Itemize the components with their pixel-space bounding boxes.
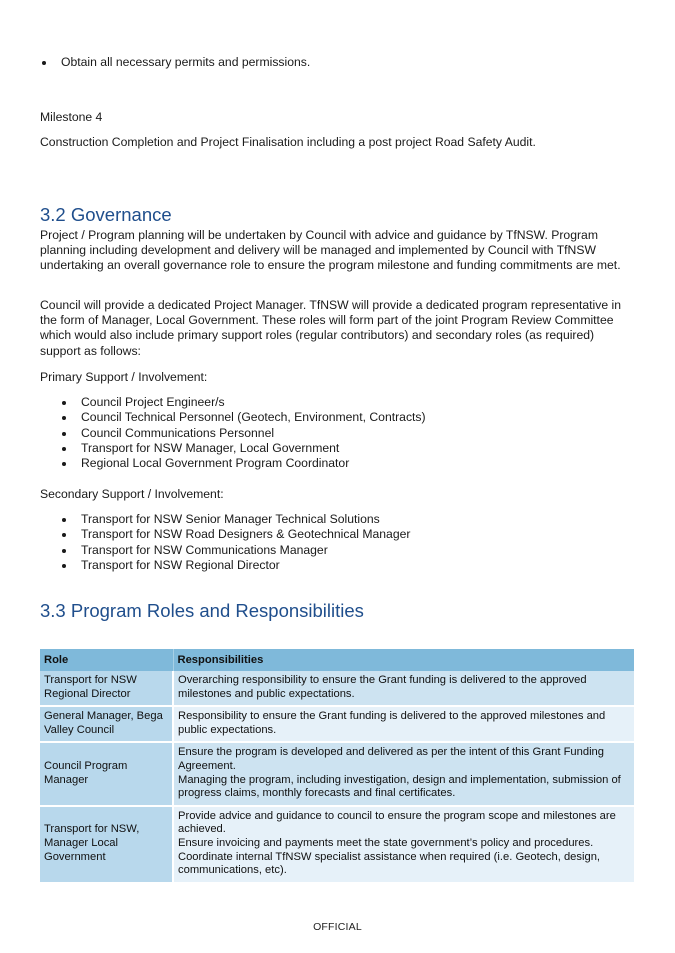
role-cell: General Manager, Bega Valley Council bbox=[40, 706, 173, 742]
responsibility-line: Responsibility to ensure the Grant funding is delivered to the approved milestones and public expectations. bbox=[178, 710, 606, 736]
primary-support-list bbox=[60, 395, 620, 471]
list-item: Transport for NSW Communications Manager bbox=[60, 543, 620, 558]
responsibility-line: Provide advice and guidance to council to ensure the program scope and milestones are achieved. bbox=[178, 809, 616, 836]
role-cell: Council Program Manager bbox=[40, 742, 173, 805]
list-item: Council Technical Personnel (Geotech, Environment, Contracts) bbox=[60, 410, 620, 425]
table-row bbox=[40, 671, 634, 706]
secondary-support-label: Secondary Support / Involvement: bbox=[40, 487, 224, 501]
column-header-responsibilities: Responsibilities bbox=[173, 649, 634, 671]
role-cell: Transport for NSW Regional Director bbox=[40, 671, 173, 706]
secondary-support-list bbox=[60, 512, 620, 573]
list-item: Transport for NSW Regional Director bbox=[60, 558, 620, 573]
responsibilities-cell bbox=[173, 706, 634, 742]
list-item: Regional Local Government Program Coordinator bbox=[60, 456, 620, 471]
table-row bbox=[40, 742, 634, 805]
list-item: Transport for NSW Senior Manager Technical Solutions bbox=[60, 512, 620, 527]
responsibilities-cell bbox=[173, 671, 634, 706]
table-row bbox=[40, 806, 634, 882]
responsibilities-cell bbox=[173, 806, 634, 882]
governance-paragraph-1: Project / Program planning will be undertaken by Council with advice and guidance by TfNSW. Program planning including development and delivery will be managed and implemented by Council with TfNSW undertaking an overall governance role to ensure the program milestone and funding commitments are met. bbox=[40, 228, 621, 273]
list-item: Council Project Engineer/s bbox=[60, 395, 620, 410]
table-row bbox=[40, 706, 634, 742]
list-item: Transport for NSW Road Designers & Geotechnical Manager bbox=[60, 527, 620, 542]
list-item: Council Communications Personnel bbox=[60, 426, 620, 441]
responsibility-line: Coordinate internal TfNSW specialist assistance when required (i.e. Geotech, design, communications, etc). bbox=[178, 850, 601, 877]
responsibility-line: Managing the program, including investigation, design and implementation, submission of progress claims, monthly forecasts and final certificates. bbox=[178, 773, 621, 800]
list-item: Transport for NSW Manager, Local Government bbox=[60, 441, 620, 456]
responsibilities-cell bbox=[173, 742, 634, 805]
table-header-row bbox=[40, 649, 634, 671]
milestone-description: Construction Completion and Project Finalisation including a post project Road Safety Audit. bbox=[40, 135, 536, 149]
classification-footer: OFFICIAL bbox=[313, 921, 362, 933]
governance-paragraph-2: Council will provide a dedicated Project Manager. TfNSW will provide a dedicated program representative in the form of Manager, Local Government. These roles will form part of the joint Program Review Committee which would also include primary support roles (regular contributors) and secondary roles (as required) support as follows: bbox=[40, 298, 622, 358]
list-item: Obtain all necessary permits and permissions. bbox=[40, 55, 640, 70]
responsibility-line: Ensure the program is developed and delivered as per the intent of this Grant Funding Agreement. bbox=[178, 746, 605, 772]
roles-table bbox=[40, 649, 634, 882]
role-cell: Transport for NSW, Manager Local Government bbox=[40, 806, 173, 882]
responsibility-line: Ensure invoicing and payments meet the state government’s policy and procedures. bbox=[178, 836, 594, 849]
column-header-role: Role bbox=[40, 649, 173, 671]
roles-heading: 3.3 Program Roles and Responsibilities bbox=[40, 600, 364, 621]
governance-heading: 3.2 Governance bbox=[40, 204, 172, 225]
milestone-title: Milestone 4 bbox=[40, 110, 103, 124]
intro-bullet-list bbox=[40, 55, 640, 70]
primary-support-label: Primary Support / Involvement: bbox=[40, 370, 208, 384]
responsibility-line: Overarching responsibility to ensure the Grant funding is delivered to the approved milestones and public expectations. bbox=[178, 674, 587, 700]
